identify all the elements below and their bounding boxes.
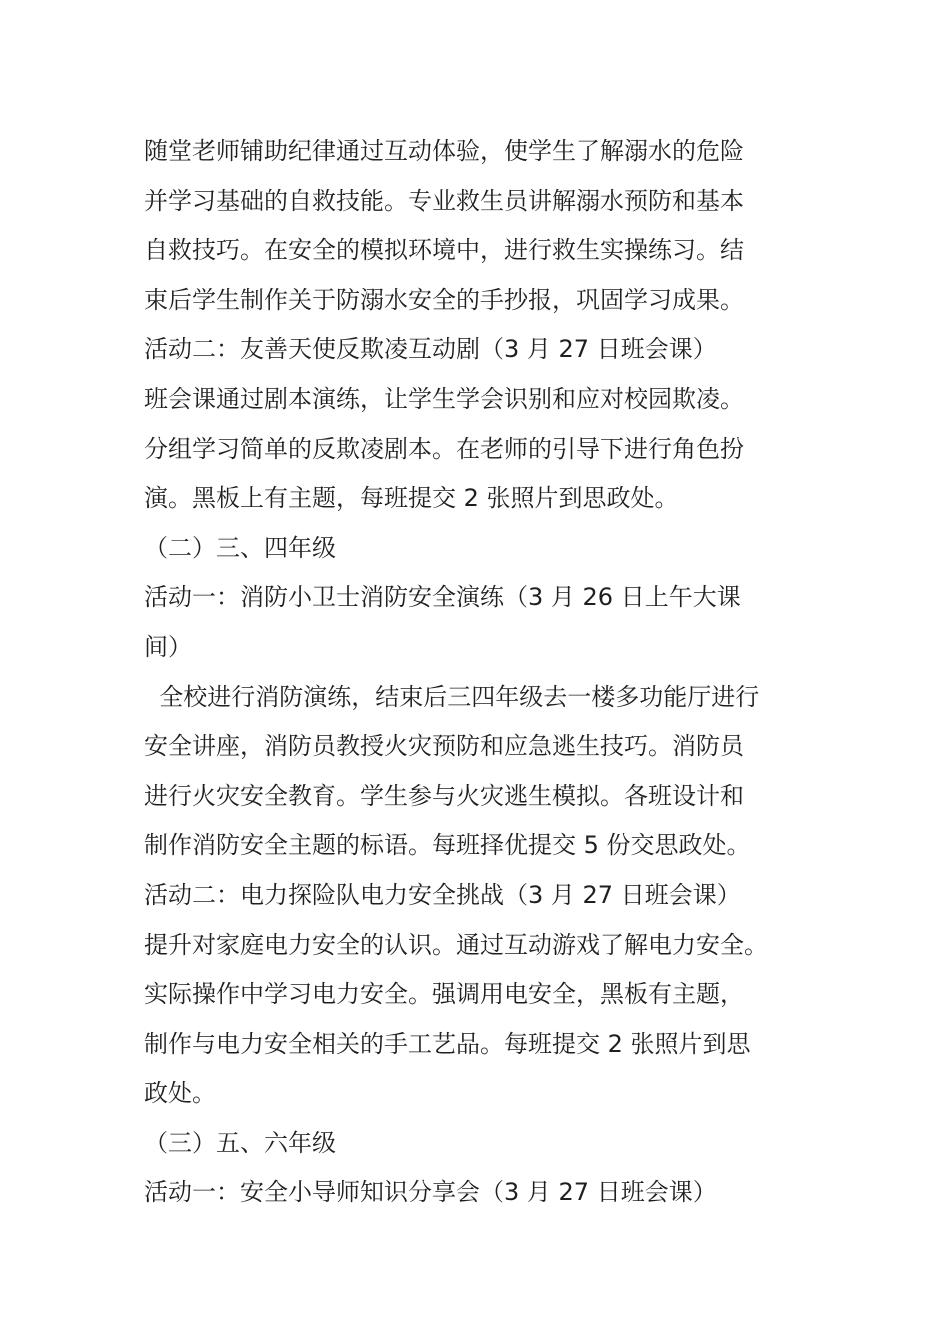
activity-heading: 间） bbox=[144, 632, 192, 661]
activity-heading: 活动一：安全小导师知识分享会（3 月 27 日班会课） bbox=[144, 1178, 717, 1207]
paragraph-line: 自救技巧。在安全的模拟环境中，进行救生实操练习。结 bbox=[144, 236, 744, 265]
paragraph-line: 提升对家庭电力安全的认识。通过互动游戏了解电力安全。 bbox=[144, 930, 768, 959]
paragraph-line: 束后学生制作关于防溺水安全的手抄报，巩固学习成果。 bbox=[144, 285, 744, 314]
activity-heading: 活动二：友善天使反欺凌互动剧（3 月 27 日班会课） bbox=[144, 335, 717, 364]
section-heading: （三）五、六年级 bbox=[144, 1128, 336, 1157]
paragraph-line: 班会课通过剧本演练，让学生学会识别和应对校园欺凌。 bbox=[144, 384, 744, 413]
activity-heading: 活动二：电力探险队电力安全挑战（3 月 27 日班会课） bbox=[144, 880, 741, 909]
document-body bbox=[144, 127, 804, 1218]
paragraph-line: 进行火灾安全教育。学生参与火灾逃生模拟。各班设计和 bbox=[144, 781, 744, 810]
paragraph-line: 分组学习简单的反欺凌剧本。在老师的引导下进行角色扮 bbox=[144, 434, 744, 463]
paragraph-line: 制作消防安全主题的标语。每班择优提交 5 份交思政处。 bbox=[144, 831, 751, 860]
paragraph-line: 全校进行消防演练，结束后三四年级去一楼多功能厅进行 bbox=[144, 682, 760, 711]
paragraph-line: 随堂老师铺助纪律通过互动体验，使学生了解溺水的危险 bbox=[144, 137, 744, 165]
activity-heading: 活动一：消防小卫士消防安全演练（3 月 26 日上午大课 bbox=[144, 583, 741, 612]
paragraph-line: 政处。 bbox=[144, 1079, 216, 1108]
paragraph-line: 并学习基础的自救技能。专业救生员讲解溺水预防和基本 bbox=[144, 186, 744, 215]
paragraph-line: 安全讲座，消防员教授火灾预防和应急逃生技巧。消防员 bbox=[144, 732, 744, 761]
paragraph-line: 演。黑板上有主题，每班提交 2 张照片到思政处。 bbox=[144, 484, 679, 513]
section-heading: （二）三、四年级 bbox=[144, 533, 336, 562]
paragraph-line: 实际操作中学习电力安全。强调用电安全，黑板有主题， bbox=[144, 980, 744, 1009]
paragraph-line: 制作与电力安全相关的手工艺品。每班提交 2 张照片到思 bbox=[144, 1029, 751, 1058]
